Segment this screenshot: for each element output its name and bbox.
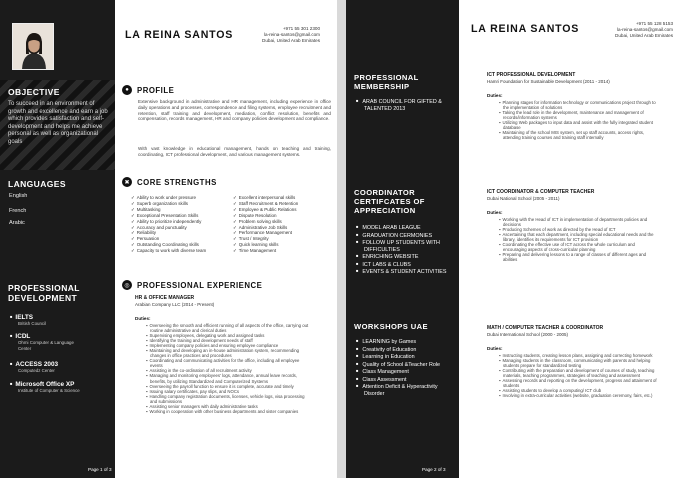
strength-item: ✓ Administrative Job Skills: [233, 225, 333, 231]
job-title: ICT PROFESSIONAL DEVELOPMENT: [487, 72, 576, 78]
duty-item: ▪ Issuing salary certificates, pay slips, and NOCs: [143, 389, 311, 394]
certificate-issuer: Computedz Center: [18, 368, 55, 373]
certificate-title: ■ Microsoft Office XP: [10, 381, 112, 388]
membership-list: [356, 98, 456, 112]
membership-item: ■ ARAB COUNCIL FOR GIFTED & TALENTED 2013: [356, 98, 456, 112]
strength-item: ✓ Time Management: [233, 248, 333, 254]
objective-text: To succeed in an environment of growth and excellence and earn a job which provides satisfaction and self-development and helps me achieve personal as well as organizational goals: [8, 101, 108, 145]
duty-item: ▪ Utilizing Web packages to input data and assist with the fully integrated student database: [496, 120, 658, 130]
workshop-item: ■ Learning in Education: [356, 353, 456, 361]
location: Dubai, United Arab Emirates: [262, 38, 320, 43]
duty-item: ▪ Maintaining and developing an in-house administration system, recommending changes in office practices and procedures: [143, 348, 311, 358]
languages-heading: LANGUAGES: [8, 179, 66, 189]
duty-item: ▪ Taking the lead role in the development, maintenance and management of records/information systems: [496, 110, 658, 120]
duty-item: ▪ Planning stages for information technology or communications project through to the implementation of solutions: [496, 100, 658, 110]
job-company: Hamri Foundation for Sustainable Development (2011 - 2014): [487, 79, 610, 84]
certificate-item: [10, 361, 112, 374]
language-item: Arabic: [9, 220, 25, 226]
strength-item: ✓ Staff Recruitment & Retention: [233, 201, 333, 207]
certificate-issuer: Center: [18, 345, 32, 351]
job-company: Arabian Company LLC (2014 - Present): [135, 302, 215, 307]
strength-item: ✓ Superb organization skills: [131, 201, 236, 207]
profile-paragraph-2: With vast knowledge in educational management, hands on teaching and training, coordinating, ICT professional development, and various management systems.: [138, 146, 331, 157]
coordinator-list: [356, 224, 456, 276]
job-title: HR & OFFICE MANAGER: [135, 295, 195, 301]
coordinator-heading-line: APPRECIATION: [354, 206, 416, 216]
profile-photo: [12, 23, 54, 70]
sidebar-page-1: [0, 0, 115, 478]
resume-page-1: [0, 0, 337, 478]
strength-item: ✓ Persuasion: [131, 236, 236, 242]
page-number: Page 2 of 3: [422, 467, 446, 472]
duty-item: ▪ Assisting in the co-ordination of all recruitment activity: [143, 368, 311, 373]
duty-item: ▪ Working with the Head of ICT in implementation of departments policies and decisions: [496, 217, 658, 227]
strength-item: ✓ Outstanding Coordinating skills: [131, 242, 236, 248]
duties-label: Duties:: [487, 346, 503, 351]
coordinator-heading-line: CERTIFCATES OF: [354, 197, 425, 207]
duty-item: ▪ Preparing and delivering lessons to a range of classes of different ages and abilities: [496, 252, 658, 262]
email[interactable]: la-reina-santos@gmail.com: [264, 32, 320, 37]
certificate-title: ■ ACCESS 2003: [10, 361, 112, 368]
workshop-item: ■ Quality of School &Teacher Role: [356, 361, 456, 369]
duty-item: ▪ Assessing records and reporting on the development, progress and attainment of students: [496, 378, 658, 388]
strengths-heading: CORE STRENGTHS: [137, 177, 217, 187]
duty-item: ▪ Supervising employees, delegating work and assigned tasks: [143, 333, 311, 338]
certificate-item: [10, 333, 112, 351]
coordinator-item: ■ ENRICHING WEBSITE: [356, 253, 456, 261]
coordinator-item: ■ FOLLOW UP STUDENTS WITH DIFFICULTIES: [356, 239, 456, 253]
strength-item: ✓ Trust / Integrity: [233, 236, 333, 242]
strength-item: ✓ Dispute Resolution: [233, 213, 333, 219]
certificate-item: [10, 381, 112, 394]
duty-item: ▪ Working in cooperation with other business departments and sister companies: [143, 409, 311, 414]
strength-item: ✓ Multitasking: [131, 207, 236, 213]
certificate-issuer: Ohmi Computer & Language: [18, 340, 74, 345]
duty-item: ▪ Producing Schemes of work as directed by the Head of ICT: [496, 227, 658, 232]
membership-heading-line: PROFESSIONAL: [354, 73, 419, 82]
certificate-title: ■ IELTS: [10, 314, 112, 321]
prof-dev-heading: DEVELOPMENT: [8, 293, 78, 303]
coordinator-item: ■ GRADUATION CERMONIES: [356, 232, 456, 240]
duty-item: ▪ Involving in extra-curricular activities (website, graduation ceremony, fairs, etc.): [496, 393, 658, 398]
strength-item: ✓ Performance Management: [233, 230, 333, 236]
duty-item: ▪ Assisting senior managers with daily administrative tasks: [143, 404, 311, 409]
duties-list: [496, 217, 658, 262]
experience-section-header: [122, 280, 262, 290]
duty-item: ▪ Instructing students, creating lesson plans, assigning and correcting homework: [496, 353, 658, 358]
certificate-item: [10, 314, 112, 327]
duty-item: ▪ Identifying the training and development needs of staff: [143, 338, 311, 343]
duty-item: ▪ Coordinating and communicating activities for the office, including all employee events: [143, 358, 311, 368]
contact-block: [248, 26, 320, 44]
workshop-item: ■ Class Assessment: [356, 376, 456, 384]
coordinator-heading-line: COORDINATOR: [354, 188, 416, 197]
membership-heading: [354, 73, 454, 91]
experience-heading: PROFESSIONAL EXPERIENCE: [137, 280, 263, 290]
workshop-item: ■ Creativity of Education: [356, 346, 456, 354]
strength-item: ✓ Employee & Public Relations: [233, 207, 333, 213]
duty-item: ▪ Contributing with the preparation and development of courses of study, teaching materials, teaching programmes, strategies of teaching and assessment: [496, 368, 658, 378]
strength-item: ✓ Reliability: [131, 230, 236, 236]
coordinator-heading: [354, 188, 454, 216]
tools-icon: ✖: [122, 177, 132, 187]
duty-item: ▪ Coordinating the effective use of ICT across the whole curriculum and encouraging aspects of cross-curricular planning: [496, 242, 658, 252]
strength-item: ✓ Ability to prioritize independently: [131, 219, 236, 225]
job-company: Dubai International School (2000 - 2005): [487, 332, 569, 337]
workshops-heading: WORKSHOPS UAE: [354, 322, 428, 331]
coordinator-item: ■ EVENTS & STUDENT ACTIVITIES: [356, 268, 456, 276]
duty-item: ▪ Assisting students to develop a computing/ ICT club: [496, 388, 658, 393]
duty-item: ▪ Managing students in the classroom, communicating with parents and helping students prepare for standardized testing: [496, 358, 658, 368]
coordinator-item: ■ ICT LABS & CLUBS: [356, 261, 456, 269]
candidate-name: LA REINA SANTOS: [471, 23, 580, 35]
strengths-column-2: [233, 195, 333, 254]
location: Dubai, United Arab Emirates: [615, 33, 673, 38]
objective-heading: OBJECTIVE: [8, 87, 60, 97]
phone: +971 55 128 5153: [635, 21, 673, 26]
certificate-title: ■ ICDL: [10, 333, 112, 340]
job-company: Dubai National School (2005 - 2011): [487, 196, 560, 201]
page-number: Page 1 of 3: [88, 467, 112, 472]
workshops-list: [356, 338, 456, 397]
profile-section-header: [122, 85, 174, 95]
email[interactable]: la-reina-santos@gmail.com: [617, 27, 673, 32]
strength-item: ✓ Capacity to work with diverse team: [131, 248, 236, 254]
strengths-column-1: [131, 195, 236, 254]
duty-item: ▪ Ascertaining that each department, including special educational needs and the library, identifies its requirements for ICT provision: [496, 232, 658, 242]
certificate-issuer: British Council: [18, 321, 47, 326]
duty-item: ▪ Overseeing the payroll function to ensure it is complete, accurate and timely: [143, 384, 311, 389]
duty-item: ▪ Managing and monitoring employees' logs, attendance, annual leave records, benefits, by utilizing Standardized and Computerized Systems: [143, 373, 311, 383]
duties-list: [496, 100, 658, 140]
profile-paragraph-1: Extensive background in administrative and HR management, including experience in office daily operations and processes, correspondence and filing systems, employee recruitment and retention, staff training and development, mediation, conflict resolution, benefits and compensation, records management, HR and company policies development and compliance.: [138, 99, 331, 122]
person-icon: ●: [122, 85, 132, 95]
strength-item: ✓ Ability to work under pressure: [131, 195, 236, 201]
globe-icon: ◎: [122, 280, 132, 290]
coordinator-item: ■ MODEL ARAB LEAGUE: [356, 224, 456, 232]
duty-item: ▪ Handling company registration documents, licenses, vehicle logs, visa processing and submissions: [143, 394, 311, 404]
duties-label: Duties:: [487, 93, 503, 98]
certificate-issuer: Institute of Computer & Science: [18, 388, 80, 393]
language-item: English: [9, 193, 28, 199]
duty-item: ▪ Maintaining of the school MIS system, set up staff accounts, access rights, attending training courses and training staff internally: [496, 130, 658, 140]
profile-heading: PROFILE: [137, 85, 175, 95]
membership-heading-line: MEMBERSHIP: [354, 82, 410, 92]
duties-list: [496, 353, 658, 398]
resume-page-2: [346, 0, 685, 478]
job-title: MATH / COMPUTER TEACHER & COORDINATOR: [487, 325, 604, 331]
workshop-item: ■ LEARNING by Games: [356, 338, 456, 346]
duty-item: ▪ Implementing company policies and ensuring employee compliance: [143, 343, 311, 348]
strength-item: ✓ Accuracy and punctuality: [131, 225, 236, 231]
candidate-name: LA REINA SANTOS: [125, 29, 234, 41]
language-item: French: [9, 208, 27, 214]
prof-dev-heading: PROFESSIONAL: [8, 283, 80, 293]
duty-item: ▪ Overseeing the smooth and efficient running of all aspects of the office, carrying out routine administrative and clerical duties: [143, 323, 311, 333]
strength-item: ✓ Problem solving skills: [233, 219, 333, 225]
duties-label: Duties:: [487, 210, 503, 215]
strength-item: ✓ Quick learning skills: [233, 242, 333, 248]
workshop-item: ■ Class Management: [356, 368, 456, 376]
strength-item: ✓ Exceptional Presentation Skills: [131, 213, 236, 219]
phone: +971 55 301 2300: [282, 26, 320, 31]
contact-block: [601, 21, 673, 39]
strengths-section-header: [122, 177, 217, 187]
duties-list: [143, 323, 311, 414]
duties-label: Duties:: [135, 316, 151, 321]
strength-item: ✓ Excellent interpersonal skills: [233, 195, 333, 201]
workshop-item: ■ Attention Deficit & Hyperactivity Disorder: [356, 383, 456, 397]
job-title: ICT COORDINATOR & COMPUTER TEACHER: [487, 189, 595, 195]
sidebar-page-2: [346, 0, 459, 478]
